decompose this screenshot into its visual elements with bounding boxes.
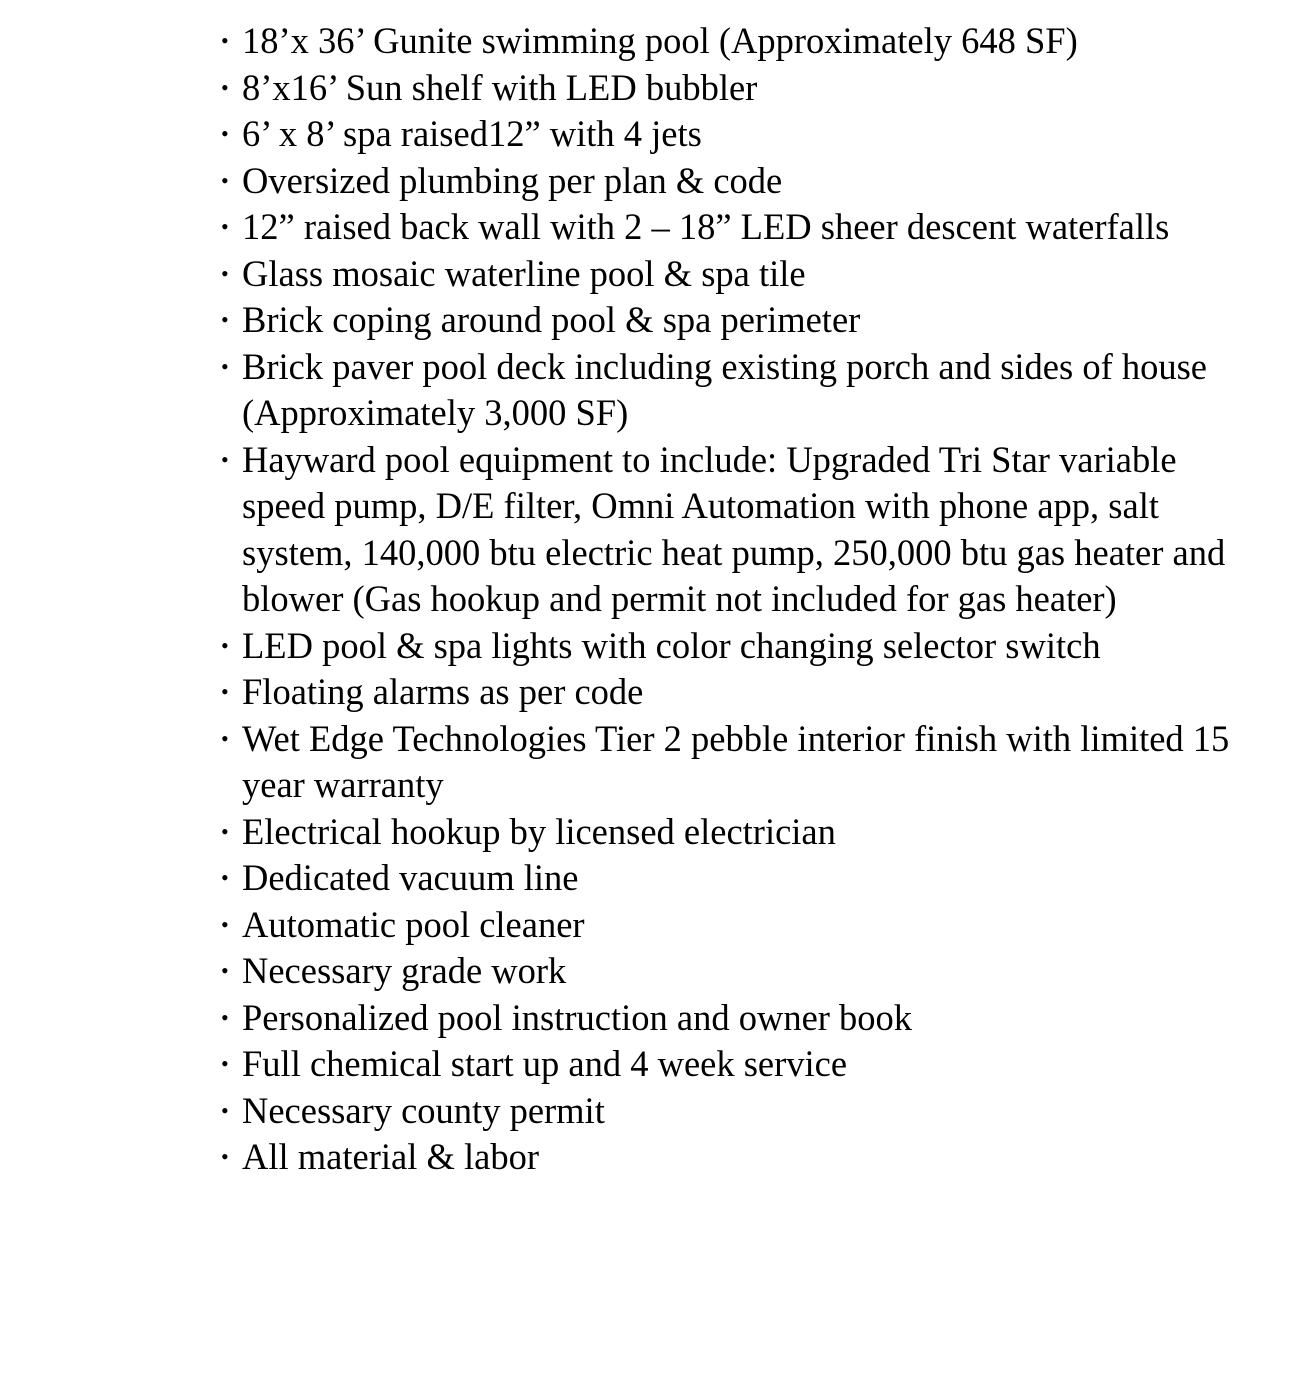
list-item <box>200 995 1260 1042</box>
bullet-icon: • <box>221 1051 229 1076</box>
list-item <box>200 158 1260 205</box>
list-item <box>200 809 1260 856</box>
bullet-icon: • <box>221 260 229 286</box>
list-item-text: Full chemical start up and 4 week service <box>242 1043 848 1084</box>
list-item <box>200 669 1260 716</box>
bullet-icon: • <box>221 632 229 658</box>
bullet-icon: • <box>221 679 229 704</box>
bullet-icon: • <box>221 167 229 193</box>
list-item <box>200 204 1260 251</box>
bullet-icon: • <box>221 911 229 937</box>
bullet-icon: • <box>221 28 229 53</box>
list-item <box>200 716 1260 809</box>
bullet-icon: • <box>221 446 229 472</box>
bullet-icon: • <box>221 214 229 239</box>
list-item-text: Wet Edge Technologies Tier 2 pebble interior finish with limited 15 year warranty <box>242 717 1230 805</box>
list-item-text: Floating alarms as per code <box>242 671 644 712</box>
list-item <box>200 111 1260 158</box>
list-item <box>200 623 1260 670</box>
list-item-text: Necessary grade work <box>242 950 567 991</box>
list-item <box>200 1041 1260 1088</box>
list-item-text: 6’ x 8’ spa raised12” with 4 jets <box>242 113 702 154</box>
list-item <box>200 1088 1260 1135</box>
list-item <box>200 855 1260 902</box>
list-item-text: Personalized pool instruction and owner book <box>242 996 913 1038</box>
list-item <box>200 18 1260 65</box>
list-item <box>200 65 1260 112</box>
list-item <box>200 344 1260 437</box>
bullet-icon: • <box>221 1004 229 1030</box>
list-item-text: Brick coping around pool & spa perimeter <box>242 299 861 340</box>
bullet-icon: • <box>221 307 229 332</box>
list-item-text: Automatic pool cleaner <box>242 903 585 945</box>
list-item-text: Dedicated vacuum line <box>242 857 579 898</box>
bullet-icon: • <box>221 865 229 890</box>
list-item-text: Oversized plumbing per plan & code <box>242 159 783 201</box>
list-item <box>200 437 1260 623</box>
bullet-icon: • <box>221 1144 229 1169</box>
list-item <box>200 902 1260 949</box>
list-item <box>200 251 1260 298</box>
list-item <box>200 297 1260 344</box>
list-item-text: 12” raised back wall with 2 – 18” LED sheer descent waterfalls <box>242 206 1170 247</box>
pool-spec-document <box>200 18 1260 1181</box>
bullet-icon: • <box>221 818 229 844</box>
list-item-text: 18’x 36’ Gunite swimming pool (Approximately 648 SF) <box>242 20 1078 61</box>
bullet-icon: • <box>221 958 229 983</box>
list-item-text: Glass mosaic waterline pool & spa tile <box>242 252 806 294</box>
bullet-icon: • <box>221 121 229 146</box>
bullet-icon: • <box>221 353 229 379</box>
list-item <box>200 1134 1260 1181</box>
bullet-icon: • <box>221 1097 229 1123</box>
list-item-text: All material & labor <box>242 1136 539 1177</box>
list-item-text: Electrical hookup by licensed electrician <box>242 810 836 852</box>
list-item-text: Brick paver pool deck including existing porch and sides of house (Approximately 3,000 SF) <box>242 345 1208 433</box>
bullet-icon: • <box>221 725 229 751</box>
list-item-text: Necessary county permit <box>242 1089 605 1131</box>
list-item-text: LED pool & spa lights with color changing selector switch <box>242 624 1101 666</box>
bullet-icon: • <box>221 74 229 100</box>
list-item-text: Hayward pool equipment to include: Upgraded Tri Star variable speed pump, D/E filter, Omni Automation with phone app, salt system, 140,000 btu electric heat pump, 250,000 btu gas heater and blower (Gas hookup and permit not included for gas heater) <box>242 438 1226 619</box>
list-item <box>200 948 1260 995</box>
spec-bullet-list <box>200 18 1260 1181</box>
list-item-text: 8’x16’ Sun shelf with LED bubbler <box>242 66 758 108</box>
